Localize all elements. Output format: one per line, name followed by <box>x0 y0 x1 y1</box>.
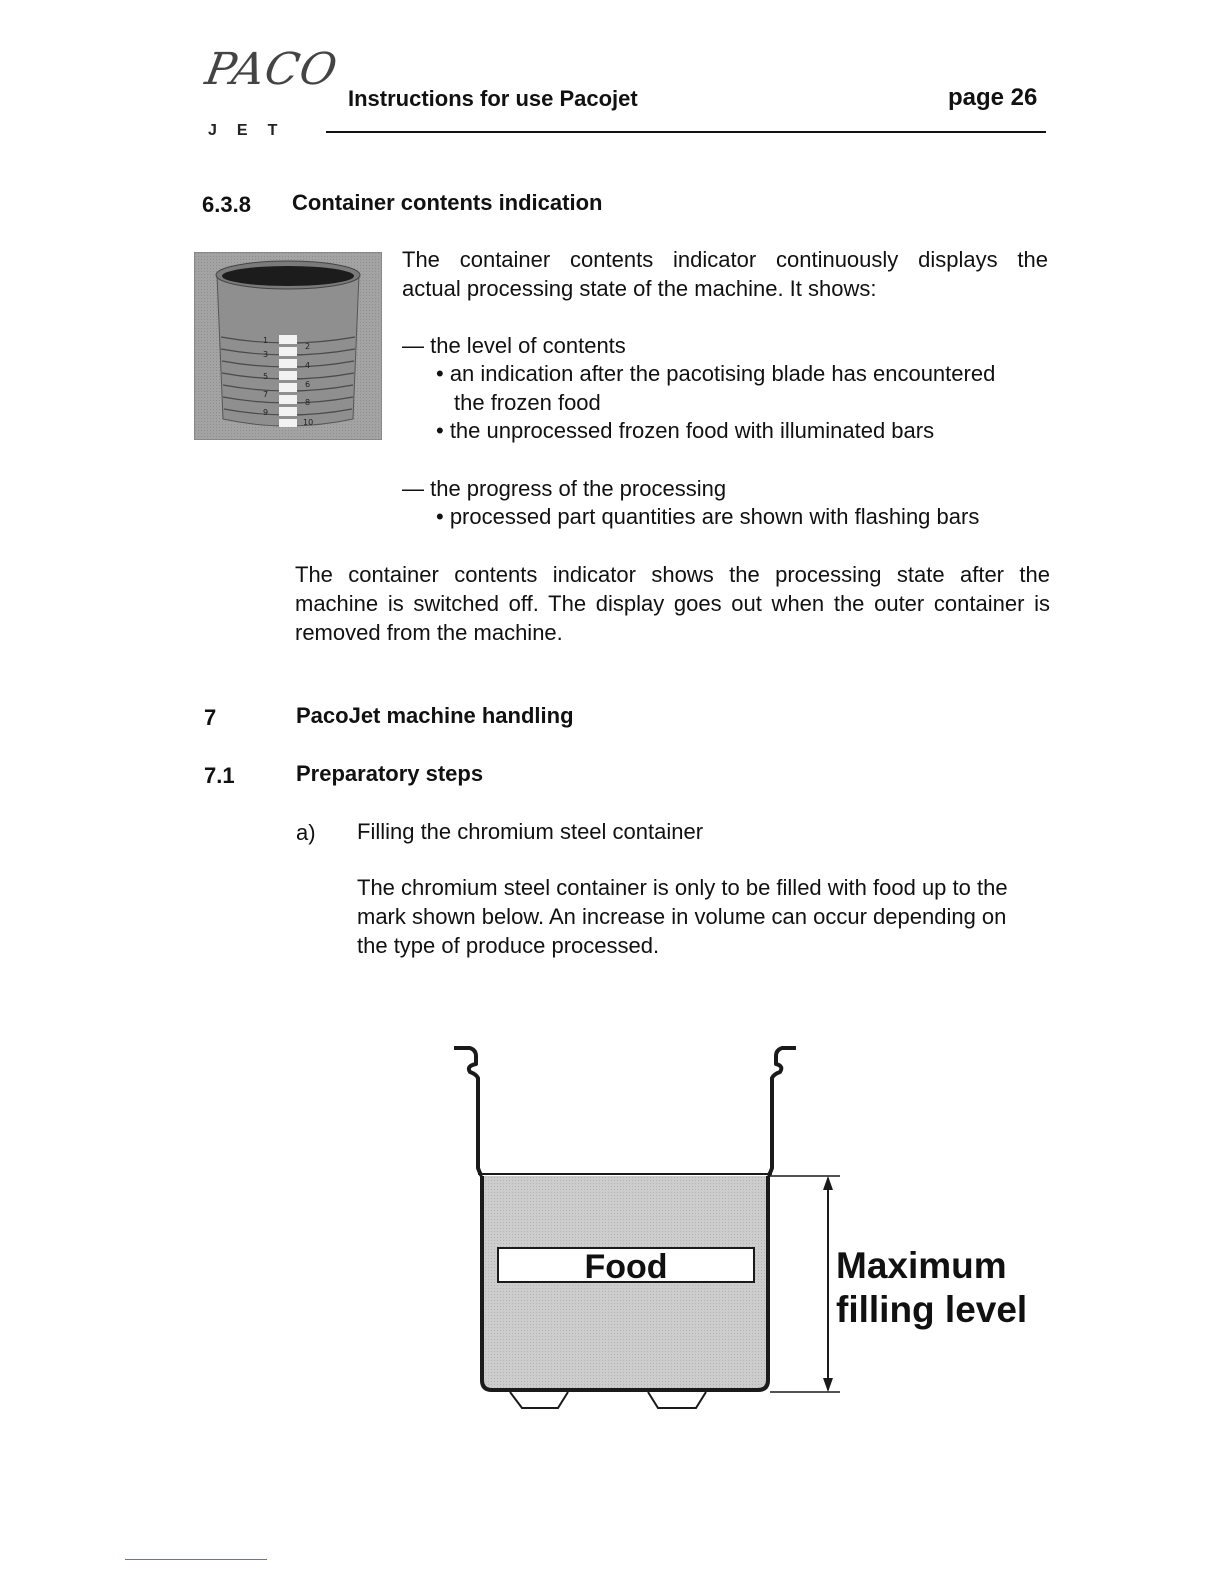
indicator-num-10: 10 <box>303 418 314 427</box>
container-foot-right <box>648 1392 706 1408</box>
fill-para-line-2: mark shown below. An increase in volume can occur depending on <box>357 904 1007 929</box>
fill-para-line-3: the type of produce processed. <box>357 933 660 958</box>
indicator-svg <box>195 253 381 439</box>
intro-line-2: actual processing state of the machine. It shows: <box>402 276 877 301</box>
indicator-num-3: 3 <box>263 350 269 359</box>
section-71-title: Preparatory steps <box>296 761 484 786</box>
list-item-progress: — the progress of the processing <box>402 476 727 501</box>
intro-line-1: The container contents indicator continuously displays the <box>402 247 1048 272</box>
section-71-number: 7.1 <box>204 763 235 788</box>
container-filling-diagram <box>440 1030 860 1420</box>
max-filling-label <box>836 1244 1027 1332</box>
bullet-illuminated-bars: • the unprocessed frozen food with illuminated bars <box>436 418 935 443</box>
container-foot-left <box>510 1392 568 1408</box>
dimension-arrow-up <box>823 1176 833 1190</box>
footer-rule <box>125 1559 267 1560</box>
food-label: Food <box>584 1248 668 1286</box>
indicator-num-2: 2 <box>305 342 311 351</box>
para2-line-1: The container contents indicator shows the processing state after the <box>295 562 1050 587</box>
step-title: Filling the chromium steel container <box>357 819 704 844</box>
section-638-number: 6.3.8 <box>202 192 251 217</box>
section-7-title: PacoJet machine handling <box>296 703 574 728</box>
fill-para-line-1: The chromium steel container is only to be filled with food up to the <box>357 875 1008 900</box>
list-item-level: — the level of contents <box>402 333 626 358</box>
step-label: a) <box>296 820 316 845</box>
indicator-num-9: 9 <box>263 408 269 417</box>
max-label-line-2: filling level <box>836 1289 1028 1330</box>
indicator-num-5: 5 <box>263 372 269 381</box>
indicator-num-8: 8 <box>305 398 311 407</box>
indicator-num-1: 1 <box>263 336 269 345</box>
section-638-title: Container contents indication <box>292 190 603 215</box>
para2-line-3: removed from the machine. <box>295 620 563 645</box>
page-number: page 26 <box>948 84 1038 111</box>
header-title: Instructions for use Pacojet <box>348 86 638 111</box>
dimension-arrow-down <box>823 1378 833 1392</box>
section-7-number: 7 <box>204 705 217 730</box>
indicator-num-7: 7 <box>263 390 269 399</box>
logo-script: PACO <box>201 44 342 95</box>
indicator-num-6: 6 <box>305 380 311 389</box>
indicator-num-4: 4 <box>305 361 311 370</box>
bullet-flashing-bars: • processed part quantities are shown with flashing bars <box>436 504 980 529</box>
para2-line-2: machine is switched off. The display goes out when the outer container is <box>295 591 1050 616</box>
logo-jet: JET <box>208 122 298 139</box>
contents-indicator-illustration <box>194 252 382 440</box>
header-rule <box>326 131 1046 133</box>
bullet-blade-indication-cont: the frozen food <box>454 390 601 415</box>
bullet-blade-indication: • an indication after the pacotising blade has encountered <box>436 361 996 386</box>
max-label-line-1: Maximum <box>836 1245 1007 1286</box>
pacojet-logo <box>200 44 342 154</box>
